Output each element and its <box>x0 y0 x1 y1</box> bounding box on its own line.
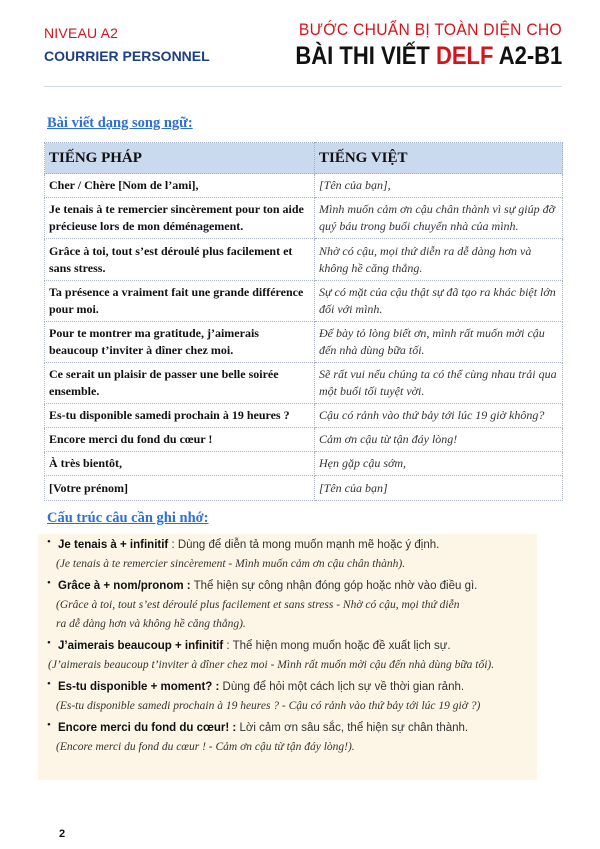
table-row <box>45 198 563 239</box>
structure-example: (J’aimerais beaucoup t’inviter à dîner chez moi - Mình rất muốn mời cậu đến nhà dùng bữa tối). <box>48 659 495 671</box>
vietnamese-cell: Để bày tỏ lòng biết ơn, mình rất muốn mời cậu đến nhà dùng bữa tối. <box>315 322 563 363</box>
title-highlight: DELF <box>435 42 494 70</box>
vietnamese-cell: [Tên của bạn] <box>315 476 563 501</box>
structure-item <box>38 637 537 675</box>
bullet-icon: • <box>47 536 51 548</box>
french-cell: Cher / Chère [Nom de l’ami], <box>45 174 315 198</box>
french-cell: Pour te montrer ma gratitude, j’aimerais beaucoup t’inviter à dîner chez moi. <box>45 322 315 363</box>
header-title <box>295 42 562 71</box>
section-structures-title: Cấu trúc câu cần ghi nhớ: <box>47 510 209 526</box>
structure-example: (Es-tu disponible samedi prochain à 19 heures ? - Cậu có rảnh vào thứ bảy tới lúc 19 giờ ?) <box>56 700 481 712</box>
table-row <box>45 363 563 404</box>
structure-term: Encore merci du fond du cœur! : <box>58 722 237 734</box>
vietnamese-cell: Mình muốn cảm ơn cậu chân thành vì sự giúp đỡ quý báu trong buổi chuyển nhà của mình. <box>315 198 563 239</box>
structure-item <box>38 678 537 716</box>
structure-rule <box>38 637 537 656</box>
structure-rule <box>38 536 537 555</box>
header-course: COURRIER PERSONNEL <box>44 48 210 64</box>
vietnamese-cell: Hẹn gặp cậu sớm, <box>315 452 563 476</box>
french-cell: Je tenais à te remercier sincèrement pour ton aide précieuse lors de mon déménagement. <box>45 198 315 239</box>
bullet-icon: • <box>47 637 51 649</box>
french-cell: Ta présence a vraiment fait une grande différence pour moi. <box>45 281 315 322</box>
structure-rule <box>38 678 537 697</box>
table-row <box>45 239 563 281</box>
structure-example: (Je tenais à te remercier sincèrement - Mình muốn cảm ơn cậu chân thành). <box>56 558 406 570</box>
structure-rule <box>38 719 537 738</box>
structure-description: : Dùng để diễn tả mong muốn mạnh mẽ hoặc ý định. <box>168 539 440 551</box>
page-number: 2 <box>59 828 66 840</box>
structure-example: (Encore merci du fond du cœur ! - Cảm ơn cậu từ tận đáy lòng!). <box>56 741 355 753</box>
structure-item <box>38 719 537 757</box>
structure-item <box>38 577 537 634</box>
bilingual-table <box>44 142 563 501</box>
french-cell: Encore merci du fond du cœur ! <box>45 428 315 452</box>
french-cell: Es-tu disponible samedi prochain à 19 heures ? <box>45 404 315 428</box>
vietnamese-cell: Sự có mặt của cậu thật sự đã tạo ra khác biệt lớn đối với mình. <box>315 281 563 322</box>
vietnamese-cell: Sẽ rất vui nếu chúng ta có thể cùng nhau trải qua một buổi tối tuyệt vời. <box>315 363 563 404</box>
header-subtitle: BƯỚC CHUẨN BỊ TOÀN DIỆN CHO <box>298 20 562 39</box>
structure-item <box>38 536 537 574</box>
table-row <box>45 476 563 501</box>
structure-term: Grâce à + nom/pronom : <box>58 580 191 592</box>
french-cell: À très bientôt, <box>45 452 315 476</box>
structure-term: J’aimerais beaucoup + infinitif <box>58 640 224 652</box>
table-row <box>45 322 563 363</box>
structure-example: ra dễ dàng hơn và không hề căng thẳng). <box>56 618 246 630</box>
bullet-icon: • <box>47 678 51 690</box>
bullet-icon: • <box>47 719 51 731</box>
header-french: TIẾNG PHÁP <box>45 143 315 174</box>
structures-box <box>38 534 537 780</box>
table-row <box>45 428 563 452</box>
vietnamese-cell: Cảm ơn cậu từ tận đáy lòng! <box>315 428 563 452</box>
title-prefix: BÀI THI VIẾT <box>295 42 436 70</box>
french-cell: Ce serait un plaisir de passer une belle soirée ensemble. <box>45 363 315 404</box>
french-cell: Grâce à toi, tout s’est déroulé plus facilement et sans stress. <box>45 239 315 281</box>
structure-description: Lời cảm ơn sâu sắc, thể hiện sự chân thành. <box>236 722 469 734</box>
structure-term: Es-tu disponible + moment? : <box>58 681 220 693</box>
header-vietnamese: TIẾNG VIỆT <box>315 143 563 174</box>
structure-term: Je tenais à + infinitif <box>58 539 169 551</box>
table-row <box>45 281 563 322</box>
structure-rule <box>38 577 537 596</box>
header-divider <box>44 86 562 87</box>
header-level: NIVEAU A2 <box>44 25 119 41</box>
french-cell: [Votre prénom] <box>45 476 315 501</box>
structure-description: : Thể hiện mong muốn hoặc đề xuất lịch sự. <box>223 640 451 652</box>
structure-description: Thể hiện sự công nhận đóng góp hoặc nhờ vào điều gì. <box>190 580 478 592</box>
structure-description: Dùng để hỏi một cách lịch sự về thời gian rảnh. <box>219 681 465 693</box>
vietnamese-cell: Nhờ có cậu, mọi thứ diễn ra dễ dàng hơn và không hề căng thẳng. <box>315 239 563 281</box>
table-row <box>45 404 563 428</box>
table-row <box>45 452 563 476</box>
table-header-row <box>45 143 563 174</box>
bullet-icon: • <box>47 577 51 589</box>
title-suffix: A2-B1 <box>493 42 562 70</box>
structure-example: (Grâce à toi, tout s’est déroulé plus facilement et sans stress - Nhờ có cậu, mọi thứ diễn <box>56 599 460 611</box>
vietnamese-cell: [Tên của bạn], <box>315 174 563 198</box>
vietnamese-cell: Cậu có rảnh vào thứ bảy tới lúc 19 giờ không? <box>315 404 563 428</box>
table-row <box>45 174 563 198</box>
section-bilingual-title: Bài viết dạng song ngữ: <box>47 115 193 131</box>
